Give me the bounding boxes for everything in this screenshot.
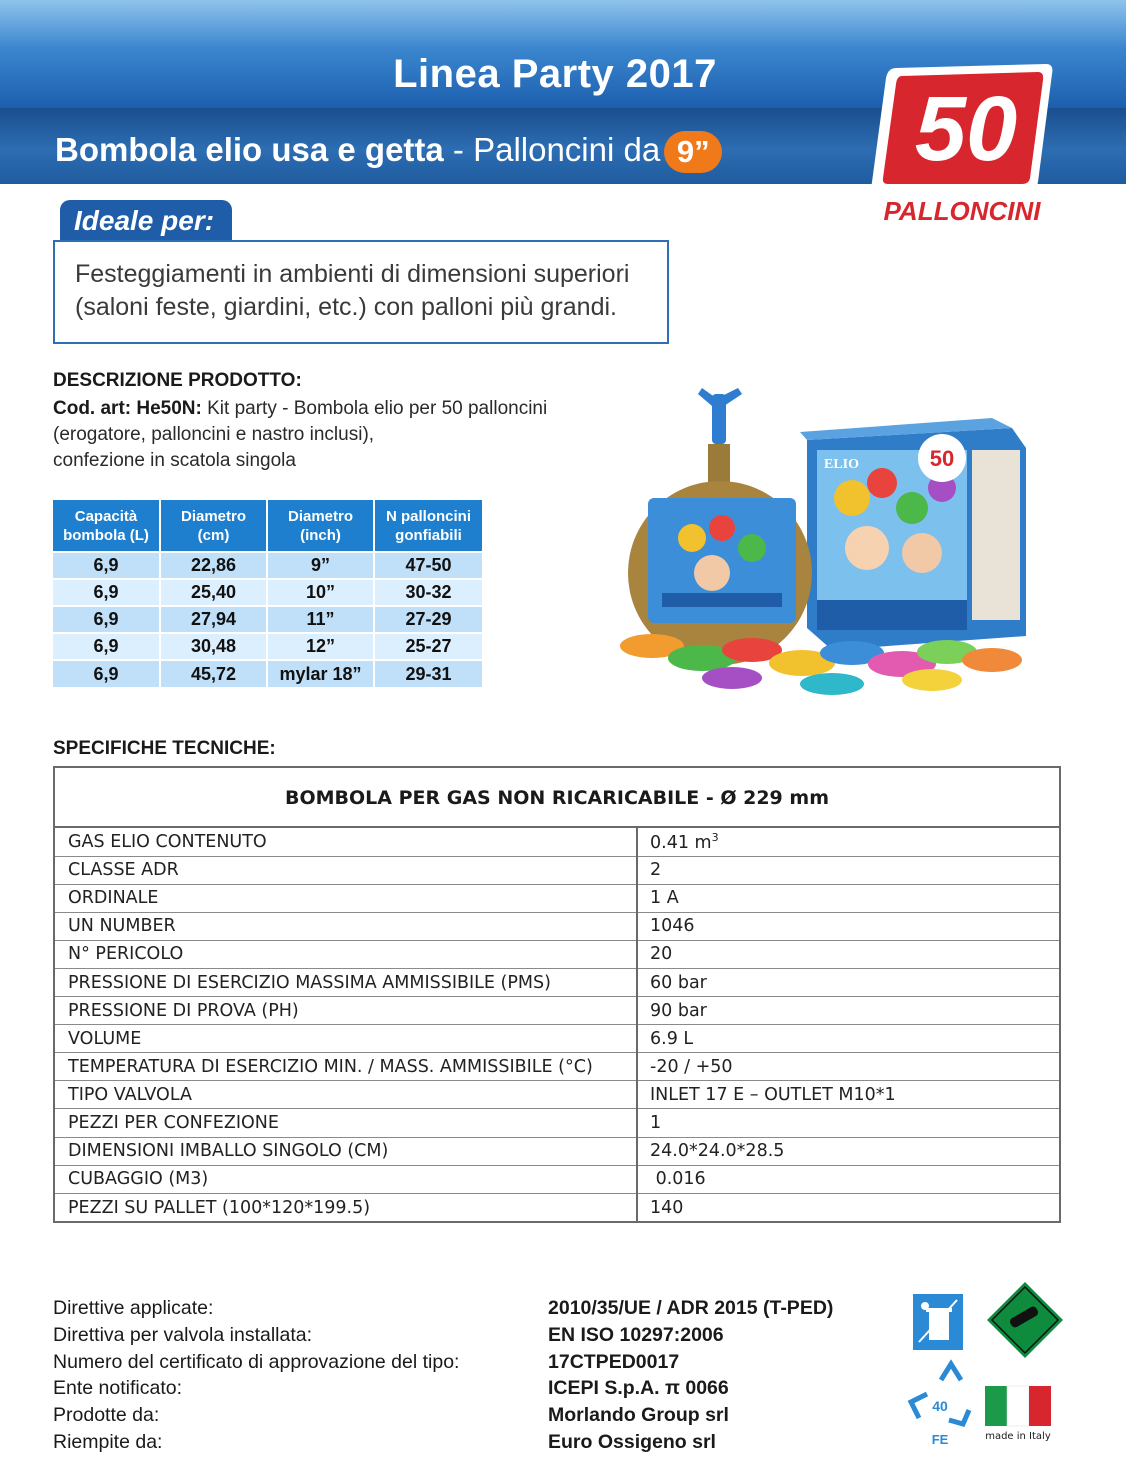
table-row: CLASSE ADR 2	[55, 856, 1059, 884]
recycle-icon	[911, 1364, 969, 1447]
footer-value: Euro Ossigeno srl	[548, 1430, 716, 1453]
table-row: PRESSIONE DI PROVA (PH) 90 bar	[55, 997, 1059, 1025]
col-header-diameter-cm: Diametro (cm)	[160, 500, 267, 552]
specs-table-title: BOMBOLA PER GAS NON RICARICABILE - Ø 229 mm	[55, 768, 1059, 828]
footer-label: Riempite da:	[53, 1430, 163, 1453]
trash-bin-icon	[913, 1294, 963, 1350]
subtitle-bold: Bombola elio usa e getta	[55, 131, 444, 168]
specs-table	[53, 766, 1061, 1223]
footer-values	[548, 1295, 833, 1456]
logo-label: PALLONCINI	[883, 196, 1041, 226]
table-row: PEZZI SU PALLET (100*120*199.5) 140	[55, 1193, 1059, 1221]
table-row: 6,9 45,72 mylar 18” 29-31	[53, 660, 482, 687]
description-line-1: Kit party - Bombola elio per 50 palloncini	[201, 398, 548, 419]
footer-label: Direttiva per valvola installata:	[53, 1323, 313, 1346]
footer-value: ICEPI S.p.A. π 0066	[548, 1377, 729, 1400]
table-row: TEMPERATURA DI ESERCIZIO MIN. / MASS. AMMISSIBILE (°C) -20 / +50	[55, 1053, 1059, 1081]
ideale-tab: Ideale per:	[60, 200, 232, 242]
table-row: ORDINALE 1 A	[55, 884, 1059, 912]
description-line-2: (erogatore, palloncini e nastro inclusi),	[53, 424, 375, 445]
box-badge: 50	[929, 446, 955, 471]
table-row: GAS ELIO CONTENUTO 0.41 $m^3$	[55, 828, 1059, 856]
italy-flag-icon	[985, 1386, 1051, 1426]
footer-value: 2010/35/UE / ADR 2015 (T-PED)	[548, 1297, 834, 1319]
helium-kit-illustration	[612, 388, 1032, 704]
table-row: TIPO VALVOLA INLET 17 E – OUTLET M10*1	[55, 1081, 1059, 1109]
gas-cylinder-hazard-icon	[987, 1282, 1063, 1358]
description-text	[53, 396, 643, 474]
balloon-capacity-table	[53, 500, 482, 687]
description-heading: DESCRIZIONE PRODOTTO:	[53, 370, 302, 391]
table-row: 6,9 30,48 12” 25-27	[53, 633, 482, 660]
description-line-3: confezione in scatola singola	[53, 450, 296, 471]
ideale-line-1: Festeggiamenti in ambienti di dimensioni superiori	[75, 260, 630, 288]
certification-icons	[905, 1282, 1065, 1452]
made-in-italy-label: made in Italy	[985, 1431, 1051, 1442]
col-header-diameter-inch: Diametro (inch)	[267, 500, 374, 552]
box-brand: ELIO	[824, 457, 860, 472]
col-header-balloon-count: N palloncini gonfiabili	[374, 500, 482, 552]
table-row: 6,9 27,94 11” 27-29	[53, 606, 482, 633]
footer-value: EN ISO 10297:2006	[548, 1323, 724, 1346]
size-badge: 9”	[664, 131, 722, 173]
table-row: 6,9 25,40 10” 30-32	[53, 579, 482, 606]
table-row: PEZZI PER CONFEZIONE 1	[55, 1109, 1059, 1137]
subtitle-rest: - Palloncini da	[443, 131, 661, 168]
table-row: 6,9 22,86 9” 47-50	[53, 552, 482, 579]
table-row: N° PERICOLO 20	[55, 940, 1059, 968]
ideale-box	[53, 240, 669, 344]
recycle-code: FE	[931, 1432, 949, 1447]
footer-labels	[53, 1295, 459, 1456]
product-code: Cod. art: He50N:	[53, 398, 202, 419]
table-row: DIMENSIONI IMBALLO SINGOLO (CM) 24.0*24.0*28.5	[55, 1137, 1059, 1165]
page-title: Linea Party 2017	[393, 52, 717, 96]
footer-value: 17CTPED0017	[548, 1350, 680, 1373]
footer-label: Ente notificato:	[53, 1377, 182, 1400]
fifty-balloons-logo	[868, 60, 1056, 195]
footer-label: Direttive applicate:	[53, 1297, 214, 1319]
ideale-line-2: (saloni feste, giardini, etc.) con palloni più grandi.	[75, 293, 617, 321]
page-subtitle	[55, 131, 722, 173]
col-header-capacity: Capacità bombola (L)	[53, 500, 160, 552]
footer-value: Morlando Group srl	[548, 1404, 729, 1427]
footer-label: Numero del certificato di approvazione del tipo:	[53, 1350, 460, 1373]
logo-number: 50	[914, 78, 1018, 180]
recycle-number: 40	[932, 1398, 948, 1414]
table-row: UN NUMBER 1046	[55, 912, 1059, 940]
specs-heading: SPECIFICHE TECNICHE:	[53, 738, 276, 759]
footer-label: Prodotte da:	[53, 1404, 160, 1427]
table-row: PRESSIONE DI ESERCIZIO MASSIMA AMMISSIBILE (PMS) 60 bar	[55, 968, 1059, 996]
table-row: VOLUME 6.9 L	[55, 1025, 1059, 1053]
table-row: CUBAGGIO (M3) 0.016	[55, 1165, 1059, 1193]
